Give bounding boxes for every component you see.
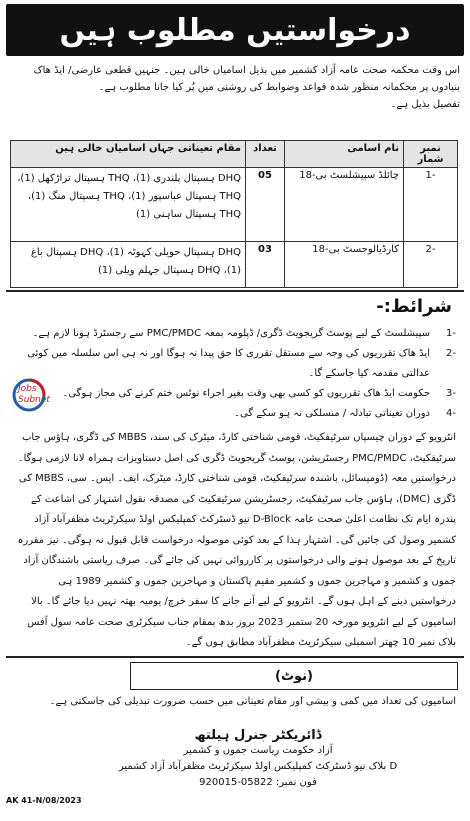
table-header-row (11, 141, 458, 168)
row-count: 05 (246, 168, 285, 242)
details-label: تفصیل بذیل ہے۔ (390, 99, 460, 110)
conditions-title: شرائط:- (376, 296, 452, 317)
divider-top (6, 290, 464, 292)
col-header-places: مقام تعیناتی جہاں اسامیاں خالی ہیں (11, 141, 246, 168)
vacancy-table (10, 140, 458, 288)
condition-number: -4 (446, 408, 456, 419)
condition-text: حکومت ایڈ ھاک تقرریوں کو کسی بھی وقت بغیر اجراء نوٹس ختم کرنے کی مجاز ہوگی۔ (62, 388, 430, 399)
row-places: DHQ ہسپتال پلندری (1)، THQ ہسپتال تراڑکھل (1)، THQ ہسپتال عباسپور (1)، THQ ہسپتال منگ (1)، THQ ہسپتال ساہنی (1) (11, 168, 246, 242)
condition-number: -3 (446, 388, 456, 399)
col-header-sno: نمبر شمار (404, 141, 458, 168)
condition-text: سپیشلسٹ کے لیے پوسٹ گریجویٹ ڈگری/ ڈپلومہ بمعہ PMC/PMDC سے رجسٹرڈ ہونا لازم ہے۔ (32, 328, 430, 339)
note-title: (نوٹ) (275, 668, 313, 684)
table-row (11, 168, 458, 242)
signature-title: ڈائریکٹر جنرل ہیلتھ (194, 728, 322, 743)
col-header-count: تعداد (246, 141, 285, 168)
logo-line-2: Subnet (18, 395, 50, 405)
table-row (11, 242, 458, 288)
application-instructions: انٹرویو کے دوران چیسپاں سرٹیفکیٹ، قومی شناختی کارڈ، میٹرک کی سند، MBBS کی ڈگری، ہاؤس جاب سرٹیفکیٹ، PMC/PMDC رجسٹریشن، پوسٹ گریجویٹ ڈگری کی اصل دستاویزات ہمراہ لانا لازمی ہوگا۔ درخواستیں معہ (ڈومیسائل، باشندہ سرٹیفکیٹ، قومی شناختی کارڈ، میٹرک، ایف۔ ایس۔ سی، MBBS کی ڈگری (DMC)، ہاؤس جاب سرٹیفکیٹ، رجسٹریشن سرٹیفکیٹ کی مصدقہ نقول اشتہار کی اشاعت کے پندرہ ایام تک نظامت اعلیٰ صحت عامہ D-Block نیو ڈسٹرکٹ کمپلیکس اولڈ سیکرٹریٹ مظفرآباد آزاد کشمیر وصول کی جائیں گی۔ اشتہار ہذا کے بعد کوئی موصولہ درخواست قابل قبول نہ ہوگی۔ نیز مقررہ تاریخ کے بعد موصول ہونے والی درخواستوں پر کارروائی نہیں کی جائے گی۔ صرف ریاستی باشندگان آزاد جموں و کشمیر و مہاجرین جموں و کشمیر مقیم پاکستان و مہاجرین جموں و کشمیر 1989 ہی درخواستیں دینے کے اہل ہوں گے۔ انٹرویو کے لیے آنے جانے کا سفر خرچ/ یومیہ بھتہ نہیں دیا جائے گا۔ بالا اسامیوں کے لیے انٹرویو مورخہ 20 ستمبر 2023 بروز بدھ بمقام جناب سیکرٹری صحت عامہ سول آفس بلاک نمبر 10 چھتر اسمبلی سیکرٹریٹ مظفرآباد مطابق ہوں گے۔ (17, 432, 456, 648)
list-item (14, 384, 456, 404)
signature-phone: فون نمبر: 05822-920015 (199, 777, 317, 788)
intro-section (10, 62, 460, 113)
signature-block (60, 728, 456, 791)
list-item (14, 324, 456, 344)
row-sno: -2 (404, 242, 458, 288)
logo-text (18, 384, 50, 406)
signature-line-2: D بلاک نیو ڈسٹرکٹ کمپلیکس اولڈ سیکرٹریٹ مظفرآباد آزاد کشمیر (118, 761, 398, 772)
list-item (14, 344, 456, 384)
condition-number: -2 (446, 348, 456, 359)
page-title-banner (6, 4, 464, 56)
reference-number: AK 41-N/08/2023 (6, 796, 82, 805)
intro-text: اس وقت محکمہ صحت عامہ آزاد کشمیر میں بذیل اسامیاں خالی ہیں۔ جنہیں قطعی عارضی/ ایڈ ھاک بنیادوں پر محکمانہ منظور شدہ قواعد وضوابط کی روشنی میں پُر کیا جانا مطلوب ہے۔ (33, 65, 460, 93)
divider-bottom (6, 656, 464, 658)
col-header-post: نام اسامی (285, 141, 404, 168)
row-post: چائلڈ سپیشلسٹ بی-18 (285, 168, 404, 242)
logo-line-1: Jobs (18, 384, 37, 394)
page-title: درخواستیں مطلوب ہیں (59, 12, 411, 48)
condition-text: دوران تعیناتی تبادلہ / منسلکی نہ ہو سکے گی۔ (234, 408, 430, 419)
row-places: DHQ ہسپتال حویلی کہوٹہ (1)، DHQ ہسپتال باغ (1)، DHQ ہسپتال جہلم ویلی (1) (11, 242, 246, 288)
condition-text: ایڈ ھاک تقرریوں کی وجہ سے مستقل تقرری کا حق پیدا نہ ہوگا اور نہ ہی اس سلسلہ میں کوئی عدالتی مقدمہ کیا جاسکے گا۔ (27, 348, 430, 379)
list-item (14, 404, 456, 424)
row-count: 03 (246, 242, 285, 288)
note-title-box (130, 662, 458, 690)
row-post: کارڈیالوجسٹ بی-18 (285, 242, 404, 288)
row-sno: -1 (404, 168, 458, 242)
note-text: اسامیوں کی تعداد میں کمی و بیشی اور مقام تعیناتی میں حسب ضرورت تبدیلی کی جاسکتی ہے۔ (49, 696, 456, 707)
condition-number: -1 (446, 328, 456, 339)
conditions-section (14, 324, 456, 654)
signature-line-1: آزاد حکومت ریاست جموں و کشمیر (183, 745, 333, 756)
